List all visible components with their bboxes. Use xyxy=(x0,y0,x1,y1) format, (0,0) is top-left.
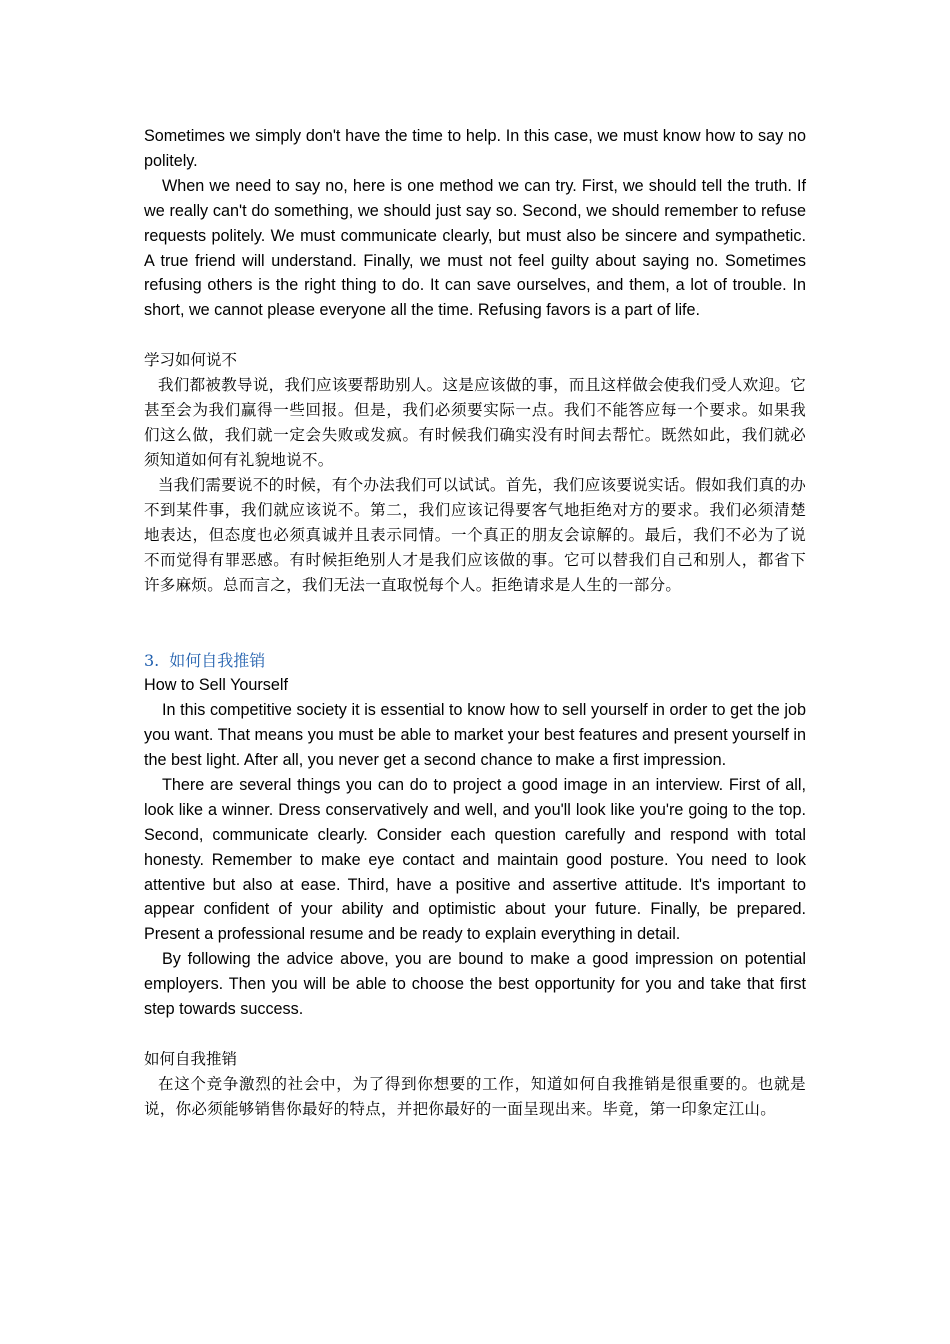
sell-yourself-en-paragraph-2: There are several things you can do to project a good image in an interview. First of all, look like a winner. Dress conservatively and well, and you'll look like you're going to the top. Second, communicate clearly. Consider each question carefully and respond with total honesty. Remember to make eye contact and maintain good posture. You need to look attentive but also at ease. Third, have a positive and assertive attitude. It's important to appear confident of your ability and optimistic about your future. Finally, be prepared. Present a professional resume and be ready to explain everything in detail. xyxy=(144,775,806,944)
section-number: 3. xyxy=(144,651,160,671)
saying-no-en-paragraph-1: Sometimes we simply don't have the time to help. In this case, we must know how to say no politely. xyxy=(144,127,806,170)
sell-yourself-en-title: How to Sell Yourself xyxy=(144,676,288,695)
section-3-heading xyxy=(144,648,806,673)
sell-yourself-zh-title: 如何自我推销 xyxy=(144,1049,238,1068)
sell-yourself-en-paragraph-1: In this competitive society it is essential to know how to sell yourself in order to get the job you want. That means you must be able to market your best features and present yourself in the best light. After all, you never get a second chance to make a first impression. xyxy=(144,701,806,769)
spacer xyxy=(144,323,806,348)
spacer xyxy=(144,1022,806,1047)
sell-yourself-en-paragraph-3: By following the advice above, you are bound to make a good impression on potential employers. Then you will be able to choose the best opportunity for you and take that first step towards success. xyxy=(144,950,806,1019)
saying-no-zh-title: 学习如何说不 xyxy=(144,351,238,370)
saying-no-en-paragraph-2: When we need to say no, here is one method we can try. First, we should tell the truth. If we really can't do something, we should just say so. Second, we should remember to refuse requests politely. We must communicate clearly, but must also be sincere and sympathetic. A true friend will understand. Finally, we must not feel guilty about saying no. Sometimes refusing others is the right thing to do. It can save ourselves, and them, a lot of trouble. In short, we cannot please everyone all the time. Refusing favors is a part of life. xyxy=(144,176,806,320)
sell-yourself-zh-paragraph-1: 在这个竞争激烈的社会中，为了得到你想要的工作，知道如何自我推销是很重要的。也就是说，你必须能够销售你最好的特点，并把你最好的一面呈现出来。毕竟，第一印象定江山。 xyxy=(144,1074,806,1118)
saying-no-zh-paragraph-1: 我们都被教导说，我们应该要帮助别人。这是应该做的事，而且这样做会使我们受人欢迎。它甚至会为我们赢得一些回报。但是，我们必须要实际一点。我们不能答应每一个要求。如果我们这么做，我们就一定会失败或发疯。有时候我们确实没有时间去帮忙。既然如此，我们就必须知道如何有礼貌地说不。 xyxy=(144,376,806,470)
saying-no-zh-paragraph-2: 当我们需要说不的时候，有个办法我们可以试试。首先，我们应该要说实话。假如我们真的办不到某件事，我们就应该说不。第二，我们应该记得要客气地拒绝对方的要求。我们必须清楚地表达，但态度也必须真诚并且表示同情。一个真正的朋友会谅解的。最后，我们不必为了说不而觉得有罪恶感。有时候拒绝别人才是我们应该做的事。它可以替我们自己和别人，都省下许多麻烦。总而言之，我们无法一直取悦每个人。拒绝请求是人生的一部分。 xyxy=(144,476,806,595)
document-page xyxy=(144,124,806,1122)
section-title: 如何自我推销 xyxy=(169,651,266,671)
spacer xyxy=(144,598,806,648)
